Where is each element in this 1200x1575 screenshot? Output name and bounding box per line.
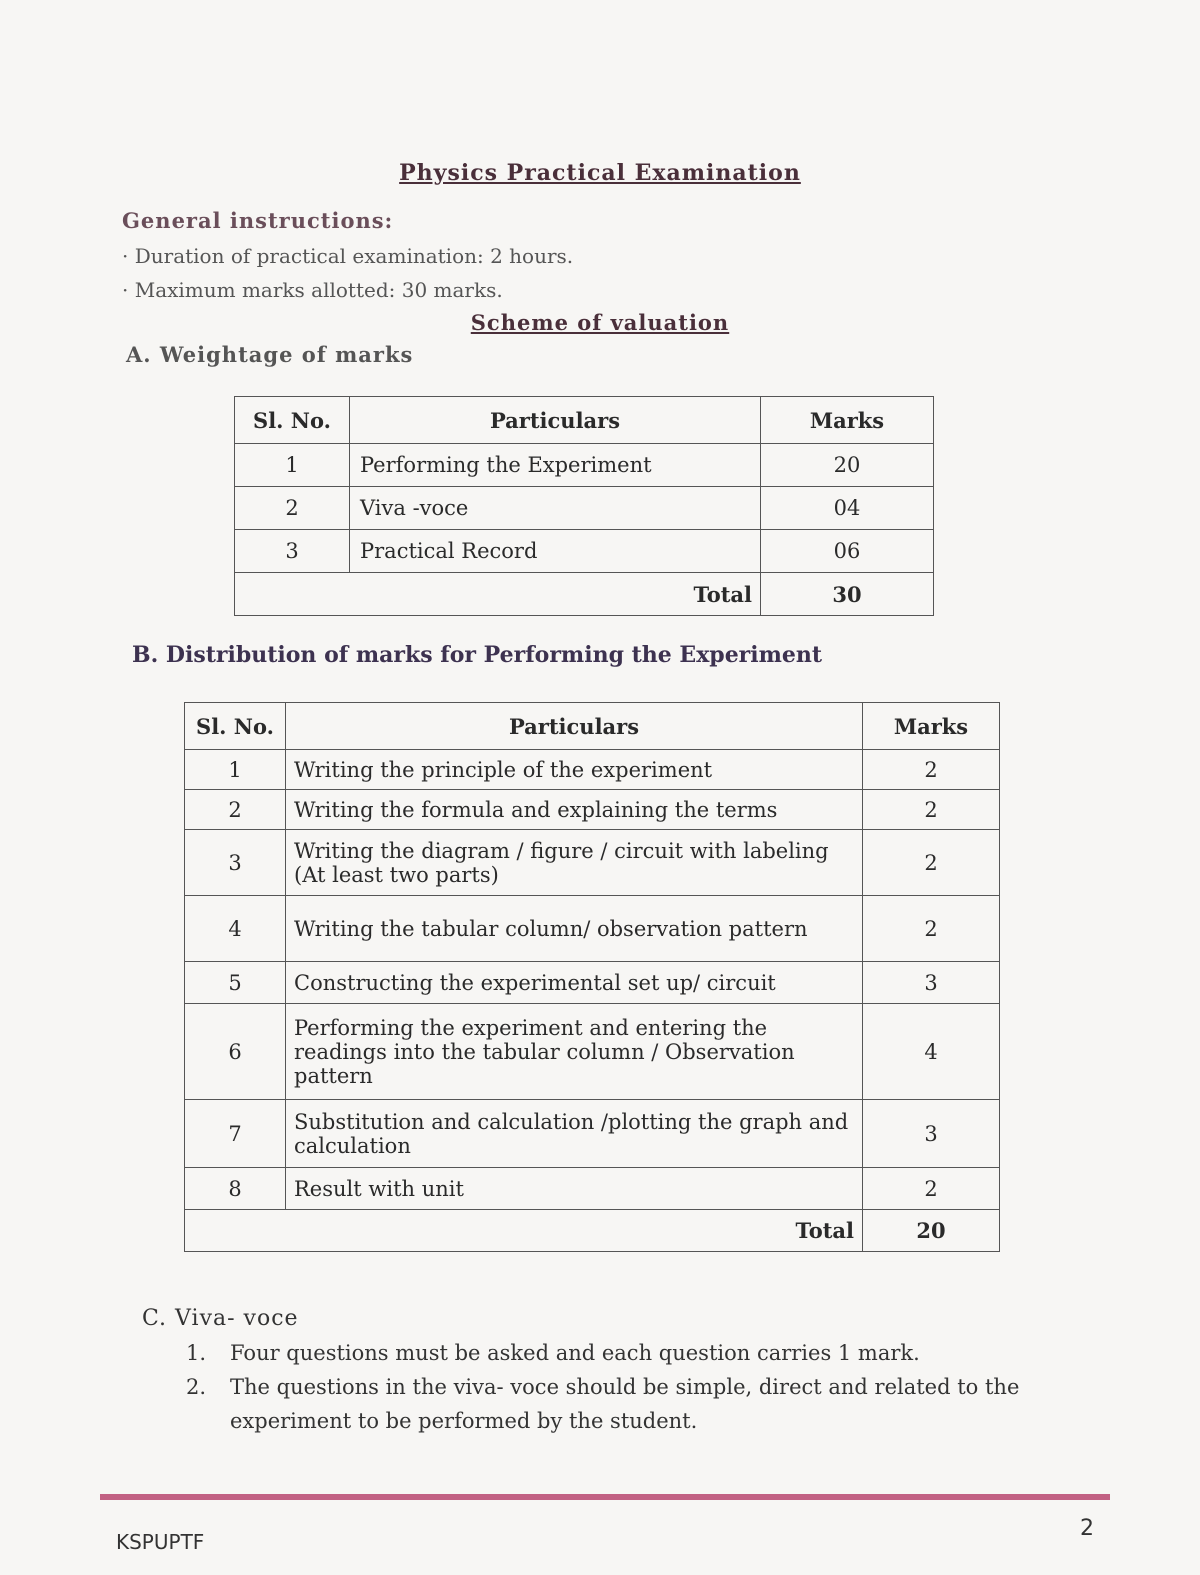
distribution-table [184, 702, 1000, 1252]
total-label: Total [185, 1210, 863, 1252]
row-no: 3 [185, 830, 286, 896]
general-instructions-heading: General instructions: [122, 208, 394, 233]
section-b-heading: B. Distribution of marks for Performing the Experiment [132, 642, 823, 668]
table-row [185, 790, 1000, 830]
row-particular: Constructing the experimental set up/ circuit [286, 962, 863, 1004]
section-a-heading: A. Weightage of marks [126, 342, 414, 367]
row-marks: 2 [863, 790, 1000, 830]
row-no: 1 [235, 444, 350, 487]
header-marks: Marks [761, 397, 934, 444]
header-particulars: Particulars [350, 397, 761, 444]
row-particular: Writing the principle of the experiment [286, 750, 863, 790]
row-marks: 4 [863, 1004, 1000, 1100]
list-item-number: 1. [186, 1341, 207, 1365]
table-row [185, 962, 1000, 1004]
header-marks: Marks [863, 703, 1000, 750]
table-row [235, 487, 934, 530]
row-marks: 06 [761, 530, 934, 573]
total-value: 20 [863, 1210, 1000, 1252]
section-c-heading: C. Viva- voce [142, 1306, 299, 1331]
table-row [185, 1100, 1000, 1168]
row-marks: 2 [863, 1168, 1000, 1210]
row-no: 6 [185, 1004, 286, 1100]
table-header-row [185, 703, 1000, 750]
page-number: 2 [1080, 1516, 1094, 1541]
row-marks: 3 [863, 1100, 1000, 1168]
header-sl-no: Sl. No. [185, 703, 286, 750]
row-no: 2 [235, 487, 350, 530]
viva-instructions-list [186, 1336, 1066, 1438]
scheme-heading: Scheme of valuation [470, 310, 730, 335]
instruction-max-marks-text: Maximum marks allotted: 30 marks. [134, 278, 503, 302]
table-row [185, 1004, 1000, 1100]
total-row [185, 1210, 1000, 1252]
row-particular: Result with unit [286, 1168, 863, 1210]
table-header-row [235, 397, 934, 444]
instruction-duration: · Duration of practical examination: 2 hours. [122, 244, 574, 268]
table-row [185, 830, 1000, 896]
row-particular: Writing the diagram / figure / circuit with labeling (At least two parts) [286, 830, 863, 896]
table-row [185, 750, 1000, 790]
table-row [185, 896, 1000, 962]
table-row [235, 444, 934, 487]
row-no: 7 [185, 1100, 286, 1168]
weightage-table [234, 396, 934, 616]
total-row [235, 573, 934, 616]
row-particular: Writing the formula and explaining the terms [286, 790, 863, 830]
row-no: 3 [235, 530, 350, 573]
list-item-number: 2. [186, 1375, 207, 1399]
total-label: Total [235, 573, 761, 616]
row-particular: Writing the tabular column/ observation pattern [286, 896, 863, 962]
list-item [186, 1370, 1066, 1438]
header-sl-no: Sl. No. [235, 397, 350, 444]
row-no: 8 [185, 1168, 286, 1210]
row-marks: 2 [863, 830, 1000, 896]
row-particular: Performing the Experiment [350, 444, 761, 487]
instruction-duration-text: Duration of practical examination: 2 hours. [134, 244, 574, 268]
row-no: 2 [185, 790, 286, 830]
row-particular: Substitution and calculation /plotting the graph and calculation [286, 1100, 863, 1168]
list-item-text: The questions in the viva- voce should be simple, direct and related to the experiment to be performed by the student. [230, 1375, 1020, 1433]
row-marks: 2 [863, 896, 1000, 962]
header-particulars: Particulars [286, 703, 863, 750]
row-particular: Viva -voce [350, 487, 761, 530]
row-particular: Practical Record [350, 530, 761, 573]
instruction-max-marks: · Maximum marks allotted: 30 marks. [122, 278, 503, 302]
footer-divider [100, 1494, 1110, 1500]
row-marks: 04 [761, 487, 934, 530]
row-no: 5 [185, 962, 286, 1004]
row-no: 1 [185, 750, 286, 790]
table-row [235, 530, 934, 573]
row-marks: 2 [863, 750, 1000, 790]
row-particular: Performing the experiment and entering the readings into the tabular column / Observation pattern [286, 1004, 863, 1100]
page-title: Physics Practical Examination [399, 160, 801, 186]
table-row [185, 1168, 1000, 1210]
footer-org: KSPUPTF [116, 1530, 205, 1554]
row-no: 4 [185, 896, 286, 962]
list-item [186, 1336, 1066, 1370]
row-marks: 3 [863, 962, 1000, 1004]
total-value: 30 [761, 573, 934, 616]
list-item-text: Four questions must be asked and each question carries 1 mark. [230, 1341, 920, 1365]
row-marks: 20 [761, 444, 934, 487]
